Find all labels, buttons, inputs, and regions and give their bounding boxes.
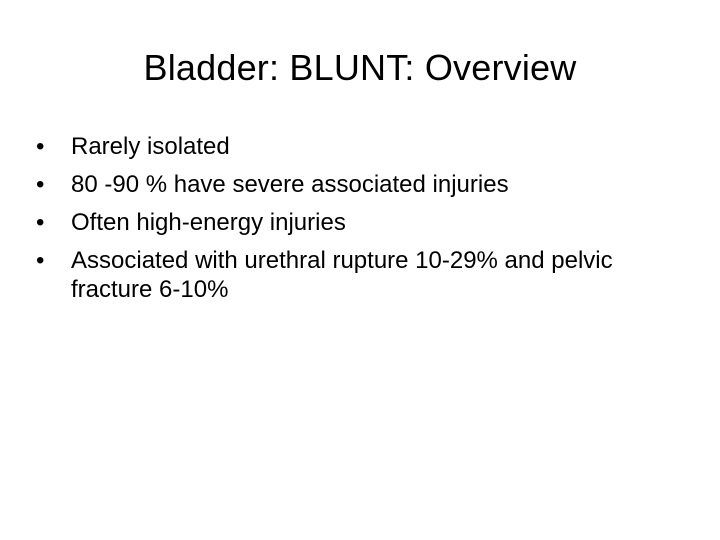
bullet-text: Often high-energy injuries bbox=[71, 209, 346, 236]
bullet-item bbox=[36, 208, 686, 237]
slide-title: Bladder: BLUNT: Overview bbox=[143, 47, 577, 88]
bullet-list bbox=[36, 132, 686, 313]
bullet-marker: • bbox=[36, 247, 45, 274]
bullet-text: 80 -90 % have severe associated injuries bbox=[71, 171, 509, 198]
bullet-marker: • bbox=[36, 209, 45, 236]
bullet-item bbox=[36, 132, 686, 161]
bullet-marker: • bbox=[36, 133, 45, 160]
bullet-text: Associated with urethral rupture 10-29% and pelvic fracture 6-10% bbox=[71, 247, 613, 303]
bullet-marker: • bbox=[36, 171, 45, 198]
bullet-item bbox=[36, 170, 686, 199]
bullet-text: Rarely isolated bbox=[71, 133, 230, 160]
bullet-item bbox=[36, 246, 686, 304]
